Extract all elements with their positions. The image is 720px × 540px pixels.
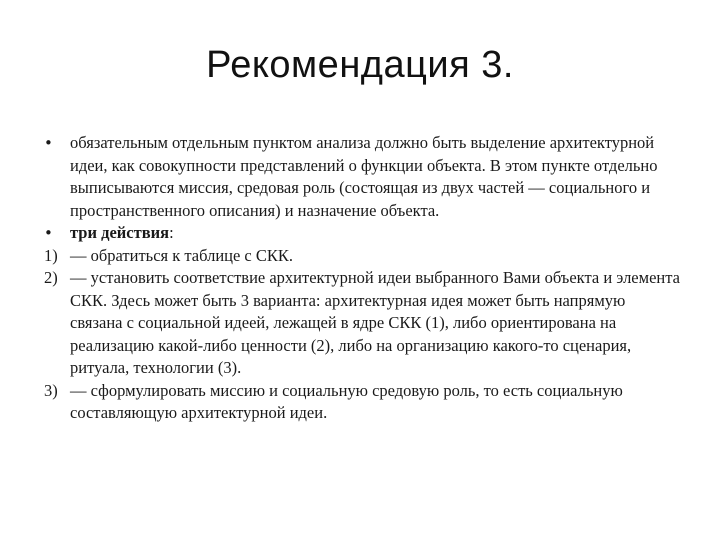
slide-content [44,132,680,425]
step-text: — обратиться к таблице с СКК. [70,245,294,265]
bullet-item-1 [44,132,680,222]
step-item-2 [44,267,680,380]
bullet-text: обязательным отдельным пунктом анализа должно быть выделение архитектурной идеи, как совокупности представлений о функции объекта. В этом пункте отдельно выписываются миссия, средовая роль (состоящая из двух частей — социального и пространственного описания) и назначение объекта. [70,133,658,220]
bullet-icon: • [44,134,53,152]
step-text: — установить соответствие архитектурной идеи выбранного Вами объекта и элемента СКК. Здесь может быть 3 варианта: архитектурная идея может быть напрямую связана с социальной идеей, лежащей в ядре СКК (1), либо ориентирована на реализацию какой-либо ценности (2), либо на организацию какого-то сценария, ритуала, технологии (3). [70,268,680,377]
bullet-bold-text: три действия [70,223,170,242]
step-item-1 [44,245,680,268]
slide-title: Рекомендация 3. [206,44,514,86]
step-number: 1) [44,245,58,265]
bullet-item-2 [44,222,680,245]
bullet-icon: • [44,224,53,242]
step-number: 2) [44,268,58,287]
step-text: — сформулировать миссию и социальную средовую роль, то есть социальную составляющую архитектурной идеи. [70,380,623,422]
step-item-3 [44,380,680,425]
bullet-suffix: : [169,223,174,242]
step-number: 3) [44,380,58,400]
